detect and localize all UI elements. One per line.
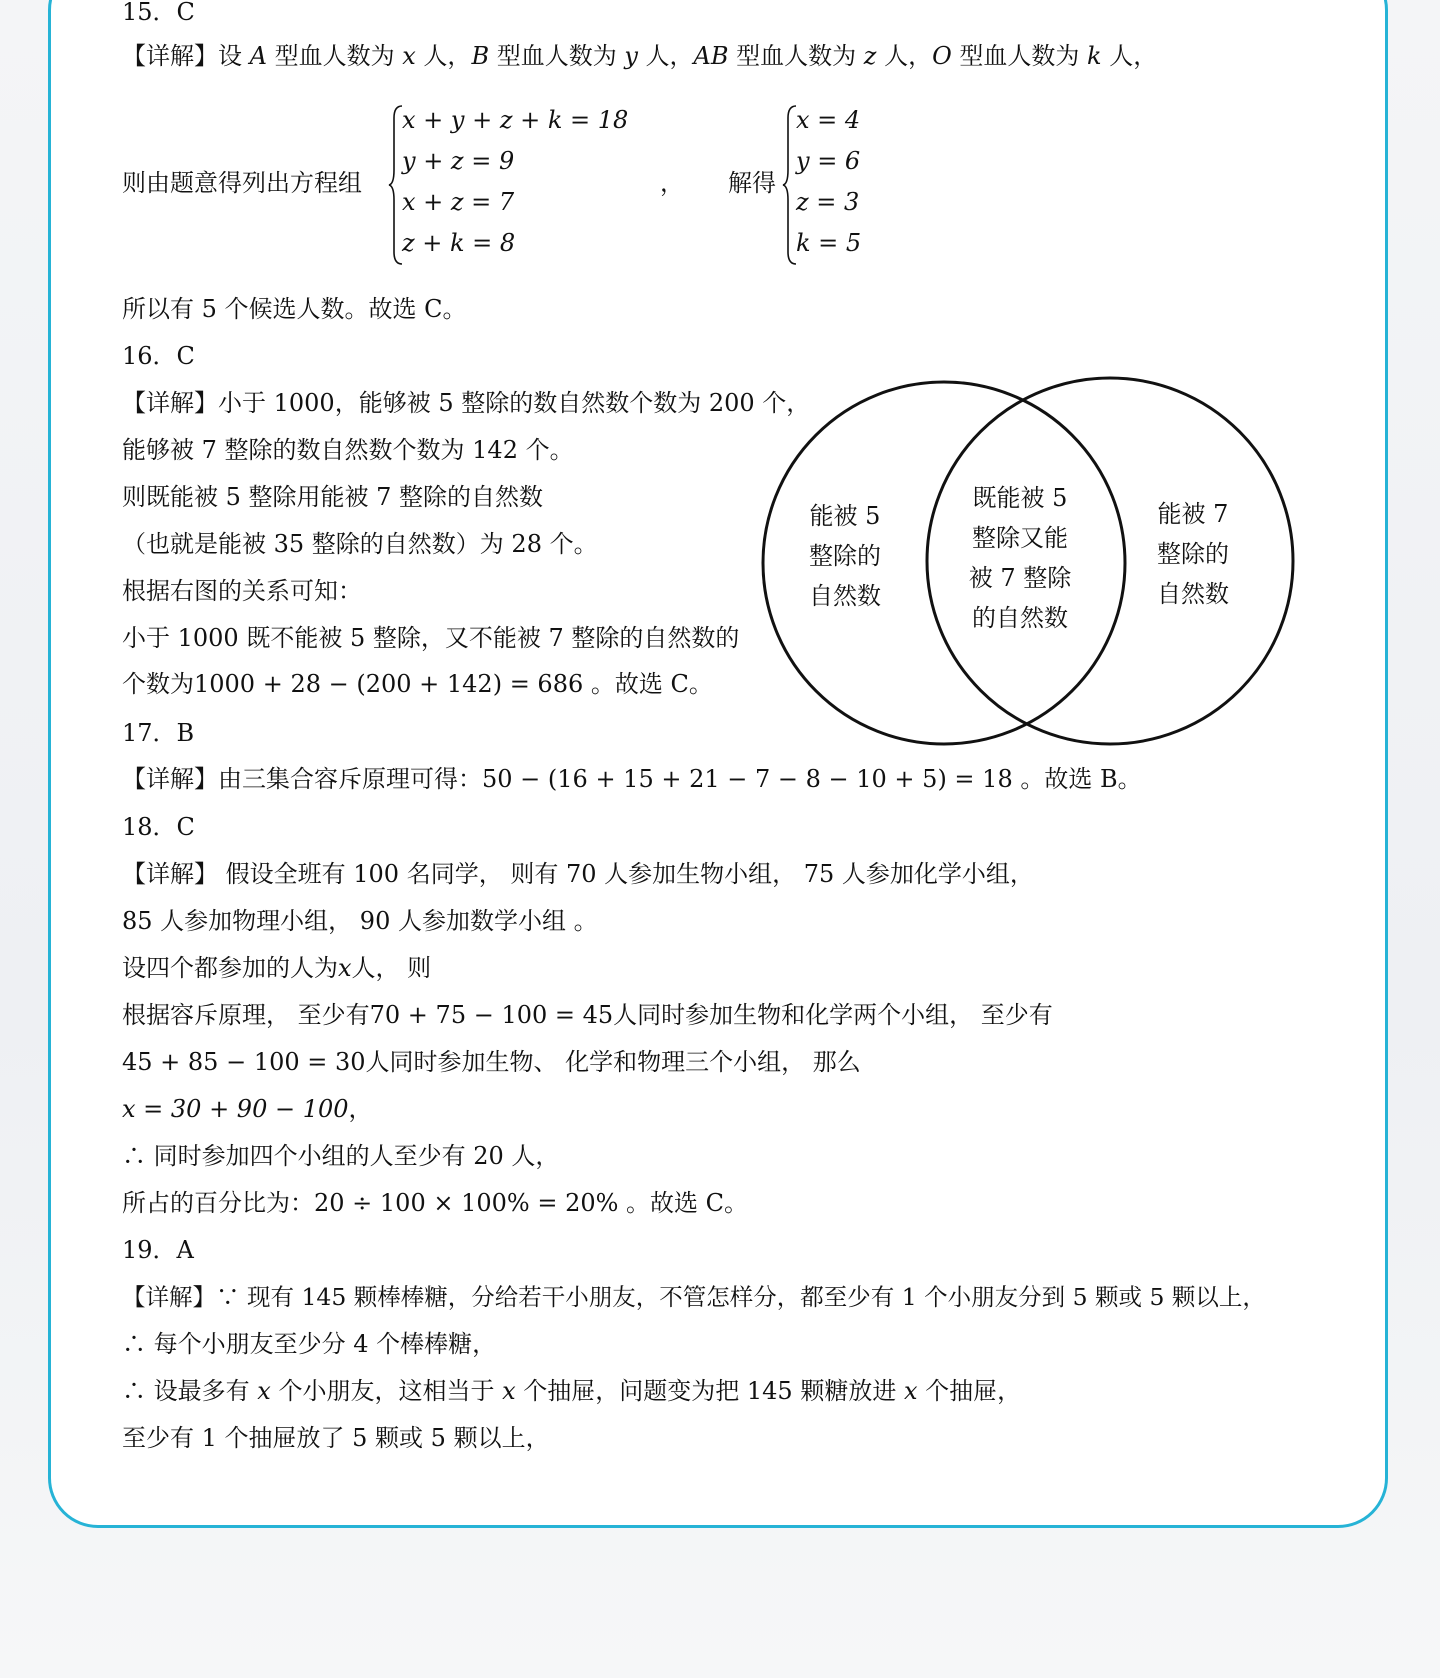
- solution-eq-4: k = 5: [796, 229, 862, 257]
- solve-label: 解得: [728, 169, 776, 197]
- solution-eq-2: y = 6: [796, 147, 861, 175]
- q16-formula: 1000 + 28 − (200 + 142) = 686: [194, 670, 584, 698]
- q17-number: 17．B: [122, 719, 195, 747]
- q17-line: 【详解】由三集合容斥原理可得：50 − (16 + 15 + 21 − 7 − 8 − 10 + 5) = 18 。故选 B。: [122, 765, 1142, 793]
- q19-line-3: ∴ 设最多有 x 个小朋友，这相当于 x 个抽屉，问题变为把 145 颗糖放进 x 个抽屉，: [122, 1377, 1022, 1405]
- q19-line-4: 至少有 1 个抽屉放了 5 颗或 5 颗以上，: [122, 1424, 550, 1452]
- q18-line-1: 【详解】 假设全班有 100 名同学， 则有 70 人参加生物小组， 75 人参加化学小组，: [122, 860, 1034, 888]
- q16-line-5: 根据右图的关系可知：: [122, 577, 362, 605]
- system-eq-4: z + k = 8: [402, 229, 516, 257]
- q16-line-7: 个数为1000 + 28 − (200 + 142) = 686 。故选 C。: [122, 670, 713, 698]
- venn-right-label: 能被 7 整除的 自然数: [1157, 500, 1229, 608]
- q16-number: 16．C: [122, 342, 195, 370]
- system-eq-2: y + z = 9: [402, 147, 515, 175]
- q16-line-4: （也就是能被 35 整除的自然数）为 28 个。: [122, 530, 598, 558]
- q18-line-6: x = 30 + 90 − 100，: [122, 1095, 373, 1123]
- q18-line-8: 所占的百分比为：20 ÷ 100 × 100% = 20% 。故选 C。: [122, 1189, 749, 1217]
- q18-number: 18．C: [122, 813, 195, 841]
- q15-conclusion: 所以有 5 个候选人数。故选 C。: [122, 295, 467, 323]
- q16-line-2: 能够被 7 整除的数自然数个数为 142 个。: [122, 436, 574, 464]
- system-comma: ，: [660, 169, 684, 197]
- system-label: 则由题意得列出方程组: [122, 169, 362, 197]
- venn-left-label: 能被 5 整除的 自然数: [809, 502, 881, 610]
- q18-line-5: 45 + 85 − 100 = 30人同时参加生物、 化学和物理三个小组， 那么: [122, 1048, 861, 1076]
- q15-intro: 【详解】设 A 型血人数为 x 人，B 型血人数为 y 人，AB 型血人数为 z 人，O 型血人数为 k 人，: [122, 42, 1158, 70]
- q15-number: 15．C: [122, 0, 195, 26]
- system-eq-1: x + y + z + k = 18: [402, 106, 629, 134]
- q19-line-1: 【详解】∵ 现有 145 颗棒棒糖，分给若干小朋友，不管怎样分，都至少有 1 个小朋友分到 5 颗或 5 颗以上，: [122, 1283, 1266, 1311]
- q18-line-3: 设四个都参加的人为x人， 则: [122, 954, 432, 982]
- solution-eq-3: z = 3: [796, 188, 860, 216]
- q19-line-2: ∴ 每个小朋友至少分 4 个棒棒糖，: [122, 1330, 497, 1358]
- system-eq-3: x + z = 7: [402, 188, 515, 216]
- q19-number: 19．A: [122, 1236, 194, 1264]
- solution-eq-1: x = 4: [796, 106, 861, 134]
- q16-line-6: 小于 1000 既不能被 5 整除，又不能被 7 整除的自然数的: [122, 624, 740, 652]
- q17-formula: 50 − (16 + 15 + 21 − 7 − 8 − 10 + 5) = 18: [482, 765, 1013, 793]
- q18-line-4: 根据容斥原理， 至少有70 + 75 − 100 = 45人同时参加生物和化学两个小组， 至少有: [122, 1001, 1053, 1029]
- q18-line-7: ∴ 同时参加四个小组的人至少有 20 人，: [122, 1142, 560, 1170]
- venn-center-label: 既能被 5 整除又能 被 7 整除 的自然数: [968, 484, 1072, 632]
- q16-line-3: 则既能被 5 整除用能被 7 整除的自然数: [122, 483, 544, 511]
- q18-line-2: 85 人参加物理小组， 90 人参加数学小组 。: [122, 907, 598, 935]
- detail-tag: 【详解】: [122, 42, 218, 70]
- q16-line-1: 【详解】小于 1000，能够被 5 整除的数自然数个数为 200 个，: [122, 389, 811, 417]
